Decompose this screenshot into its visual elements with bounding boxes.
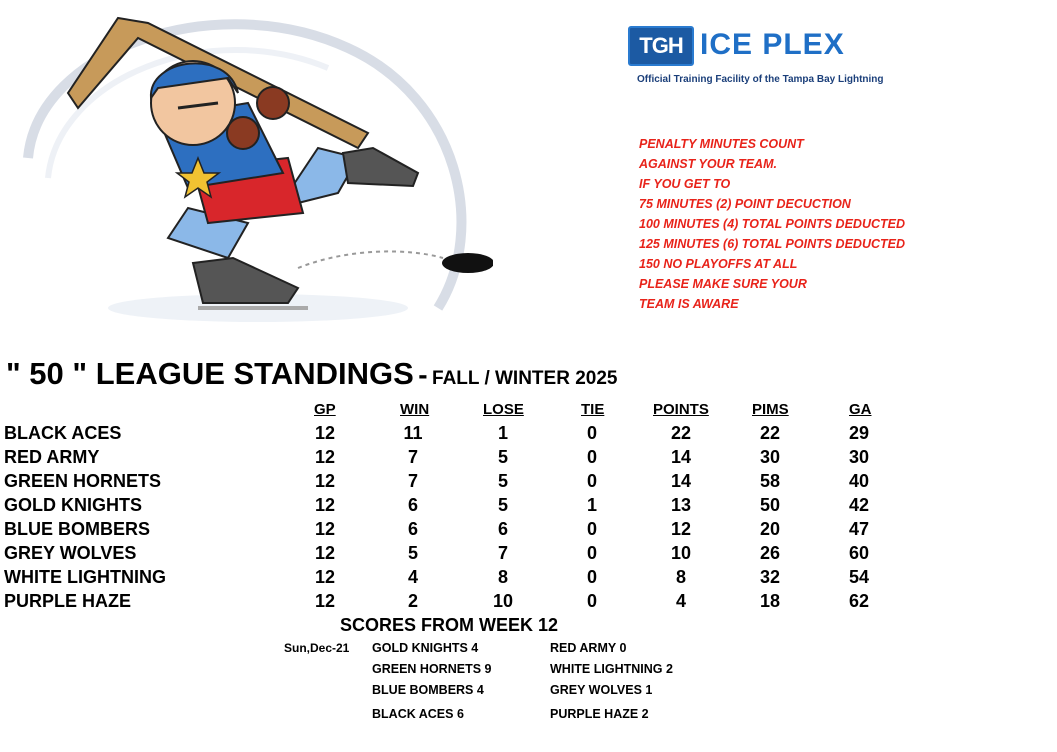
gp-cell: 12 [314, 471, 336, 491]
game-away-score: RED ARMY 0 [550, 641, 627, 655]
notice-line: PLEASE MAKE SURE YOUR [639, 277, 807, 291]
gp-cell: 12 [314, 423, 336, 443]
tie-cell: 0 [586, 447, 597, 467]
notice-line: AGAINST YOUR TEAM. [639, 157, 777, 171]
pims-cell: 18 [759, 591, 781, 611]
win-cell: 4 [407, 567, 418, 587]
pims-cell: 32 [759, 567, 781, 587]
header-tie: TIE [581, 401, 605, 418]
pims-cell: 50 [759, 495, 781, 515]
table-row [0, 519, 1000, 543]
team-name: BLUE BOMBERS [4, 519, 151, 539]
points-cell: 10 [670, 543, 692, 563]
tie-cell: 1 [586, 495, 597, 515]
notice-line: PENALTY MINUTES COUNT [639, 137, 804, 151]
win-cell: 6 [407, 519, 418, 539]
lose-cell: 10 [492, 591, 514, 611]
pims-cell: 30 [759, 447, 781, 467]
gp-cell: 12 [314, 447, 336, 467]
ga-cell: 30 [848, 447, 870, 467]
notice-line: 125 MINUTES (6) TOTAL POINTS DEDUCTED [639, 237, 906, 251]
game-away-score: GREY WOLVES 1 [550, 683, 653, 697]
tgh-badge-text: TGH [639, 33, 683, 58]
tie-cell: 0 [586, 471, 597, 491]
table-row [0, 447, 1000, 471]
ga-cell: 62 [848, 591, 870, 611]
game-away-score: WHITE LIGHTNING 2 [550, 662, 673, 676]
points-cell: 4 [675, 591, 686, 611]
iceplex-brand-text: ICE PLEX [700, 28, 845, 61]
gp-cell: 12 [314, 519, 336, 539]
notice-line: 75 MINUTES (2) POINT DECUCTION [639, 197, 851, 211]
win-cell: 11 [403, 423, 423, 443]
header-gp: GP [314, 401, 336, 418]
table-row [0, 471, 1000, 495]
title-dash: - [418, 359, 428, 390]
lose-cell: 5 [497, 447, 508, 467]
game-home-score: GOLD KNIGHTS 4 [372, 641, 479, 655]
table-row [0, 495, 1000, 519]
team-name: GOLD KNIGHTS [4, 495, 142, 515]
header-ga: GA [849, 401, 872, 418]
table-row [0, 543, 1000, 567]
team-name: GREY WOLVES [4, 543, 137, 563]
team-name: PURPLE HAZE [4, 591, 132, 611]
win-cell: 6 [407, 495, 418, 515]
tgh-iceplex-logo [628, 26, 898, 90]
team-name: RED ARMY [4, 447, 100, 467]
tie-cell: 0 [586, 423, 597, 443]
points-cell: 12 [670, 519, 692, 539]
gp-cell: 12 [314, 591, 336, 611]
gp-cell: 12 [314, 495, 336, 515]
team-name: BLACK ACES [4, 423, 122, 443]
table-row [0, 567, 1000, 591]
header-lose: LOSE [483, 401, 524, 418]
points-cell: 14 [670, 471, 692, 491]
header-pims: PIMS [752, 401, 789, 418]
tie-cell: 0 [586, 543, 597, 563]
ga-cell: 29 [848, 423, 870, 443]
header-win: WIN [400, 401, 430, 418]
win-cell: 5 [407, 543, 418, 563]
points-cell: 13 [670, 495, 692, 515]
header-points: POINTS [653, 401, 709, 418]
ga-cell: 60 [848, 543, 870, 563]
game-home-score: BLACK ACES 6 [372, 707, 464, 721]
pims-cell: 26 [759, 543, 781, 563]
ga-cell: 40 [848, 471, 870, 491]
lose-cell: 8 [497, 567, 508, 587]
lose-cell: 6 [497, 519, 508, 539]
tgh-badge [628, 26, 694, 66]
gp-cell: 12 [314, 543, 336, 563]
ga-cell: 42 [848, 495, 870, 515]
tie-cell: 0 [586, 591, 597, 611]
ga-cell: 47 [848, 519, 870, 539]
win-cell: 7 [407, 471, 418, 491]
gp-cell: 12 [314, 567, 336, 587]
table-row [0, 423, 1000, 447]
scores-title: SCORES FROM WEEK 12 [340, 615, 559, 635]
lose-cell: 5 [497, 471, 508, 491]
table-row [0, 591, 1000, 615]
points-cell: 8 [675, 567, 686, 587]
notice-line: 100 MINUTES (4) TOTAL POINTS DEDUCTED [639, 217, 906, 231]
game-date: Sun,Dec-21 [284, 641, 350, 655]
game-away-score: PURPLE HAZE 2 [550, 707, 649, 721]
title-main: " 50 " LEAGUE STANDINGS [6, 356, 414, 391]
notice-line: TEAM IS AWARE [639, 297, 739, 311]
logo-tagline: Official Training Facility of the Tampa Bay Lightning [637, 74, 884, 85]
points-cell: 22 [670, 423, 692, 443]
notice-line: IF YOU GET TO [639, 177, 731, 191]
lose-cell: 7 [497, 543, 508, 563]
pims-cell: 58 [759, 471, 781, 491]
game-home-score: GREEN HORNETS 9 [372, 662, 492, 676]
team-name: WHITE LIGHTNING [4, 567, 166, 587]
tie-cell: 0 [586, 519, 597, 539]
game-home-score: BLUE BOMBERS 4 [372, 683, 484, 697]
title-season: FALL / WINTER 2025 [432, 368, 618, 389]
tie-cell: 0 [586, 567, 597, 587]
pims-cell: 20 [759, 519, 781, 539]
win-cell: 2 [407, 591, 418, 611]
pims-cell: 22 [759, 423, 781, 443]
notice-line: 150 NO PLAYOFFS AT ALL [639, 257, 798, 271]
lose-cell: 1 [497, 423, 508, 443]
win-cell: 7 [407, 447, 418, 467]
team-name: GREEN HORNETS [4, 471, 162, 491]
points-cell: 14 [670, 447, 692, 467]
page-title [6, 356, 617, 392]
lose-cell: 5 [497, 495, 508, 515]
hockey-player-illustration [18, 8, 493, 328]
penalty-notice [639, 134, 939, 314]
ga-cell: 54 [848, 567, 870, 587]
